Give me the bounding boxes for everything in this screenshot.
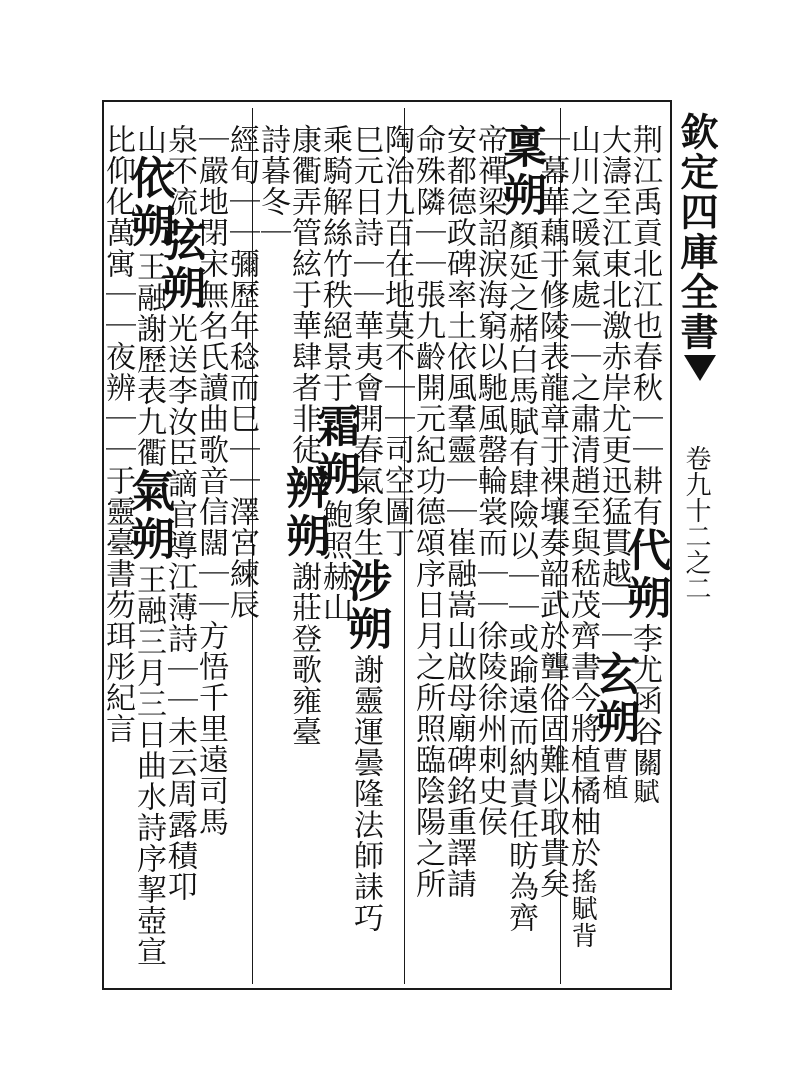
entry-heading: 霜朔 [309, 403, 360, 499]
text-run: 康衢弄管絃于華肆者非徒 [286, 124, 321, 465]
text-run: 光送李汝臣謫官導江薄詩｜｜未云周露積卭 [162, 313, 197, 902]
text-column [97, 124, 137, 972]
text-run: 巳元日詩｜｜華夷會開春氣象生 [348, 124, 383, 558]
text-run: 泉不流 [162, 124, 197, 217]
text-run: 王融謝歷表九衢 [131, 251, 166, 468]
right-border-rule [670, 100, 672, 990]
top-border-rule [102, 100, 672, 102]
entry-heading: 氣朔 [123, 468, 174, 564]
entry-heading: 弦朔 [154, 217, 205, 313]
text-run: 詩暮冬｜ [255, 124, 290, 248]
text-run: 荆江禹貢北江也春秋｜｜耕有 [627, 124, 662, 527]
text-run: 經旬｜｜彌歷年稔而巳 [224, 124, 259, 434]
text-run: 謝莊登歌雍臺 [286, 561, 321, 747]
bottom-border-rule [102, 988, 672, 990]
citation-note: 搖賦背 [567, 868, 597, 949]
text-run: 夜辨｜｜于靈臺書芴珥彤紀言 [100, 341, 135, 744]
text-run: 帝禪梁詔淚海窮以馳風罄輪裳而｜｜徐陵徐州刺史侯 [472, 124, 507, 837]
text-run: 鮑照赫山 [317, 499, 352, 623]
entry-heading: 依朔 [123, 155, 174, 251]
citation-note: 曹植 [598, 747, 628, 801]
entry-heading: 涉朔 [340, 558, 391, 654]
entry-heading: 辨朔 [278, 465, 329, 561]
text-run: 山川之暖氣處｜｜之肅清趙至與嵇茂齊書今將植橘柚於 [565, 124, 600, 868]
entry-heading: 玄朔 [588, 651, 639, 747]
text-run: 王融三月三日曲水詩序挈壺宣 [131, 564, 166, 967]
text-run: 謝靈運曇隆法師誄巧 [348, 654, 383, 933]
text-run: 顏延之赭白馬賦有肆險以｜｜或踰遠而納責任昉為齊 [503, 220, 538, 933]
text-run: 陶治九百在地莫不｜｜司空圖丁 [379, 124, 414, 558]
text-run: 比 [100, 124, 135, 155]
edge-book-title: 欽定四庫全書 [674, 112, 719, 352]
entry-heading: 代朔 [619, 527, 670, 623]
text-run: 李尤函谷關 [627, 623, 662, 778]
text-run: ｜｜澤宮練辰 [224, 434, 259, 620]
text-run: 仰化萬寓｜｜ [100, 155, 135, 341]
fishtail-mark [684, 355, 716, 381]
text-run: 大濤至江東北激赤岸尤更迅猛 [596, 124, 631, 527]
citation-note: 賦 [629, 778, 659, 805]
text-run: 山 [131, 124, 166, 155]
text-run: 乘騎解絲竹秩絕景于 [317, 124, 352, 403]
text-run: 安都德政碑率土依風羣靈｜｜崔融嵩山啟母廟碑銘重譯請 [441, 124, 476, 899]
text-run: ｜幕華藕于修陵表龍章于裸壤奏韶武於聾俗固難以取貴矣 [534, 124, 569, 899]
text-run: 宋無名氏讀曲歌音信闊｜｜方悟千里遠司馬 [193, 248, 228, 837]
text-run: ｜嚴地閉 [193, 124, 228, 248]
text-run: 貫越｜｜ [596, 527, 631, 651]
entry-heading: 稟朔 [495, 124, 546, 220]
edge-volume-label: 卷九十二之二 [681, 445, 711, 601]
text-run: 命殊隣｜｜張九齡開元紀功德頌序日月之所照臨陰陽之所 [410, 124, 445, 899]
